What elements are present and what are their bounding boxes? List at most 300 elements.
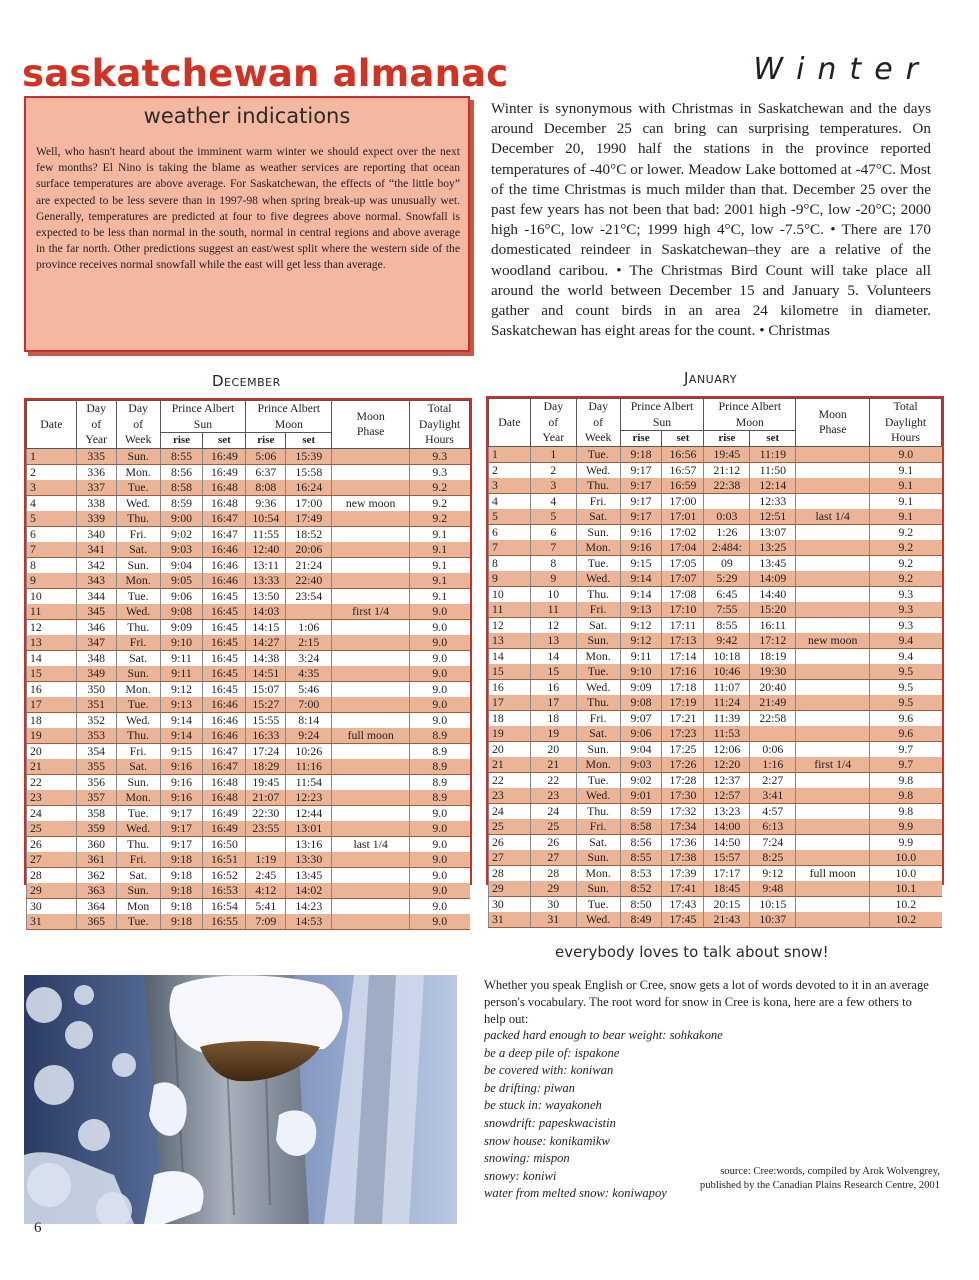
cree-word-item: snow house: konikamikw xyxy=(484,1133,610,1148)
daylight-hours-cell: 9.9 xyxy=(870,834,942,850)
sunset-cell: 17:04 xyxy=(662,540,704,556)
moonset-cell: 18:19 xyxy=(750,648,796,664)
daylight-hours-cell: 8.9 xyxy=(410,759,470,775)
sunrise-cell: 9:14 xyxy=(620,571,662,587)
moonset-cell: 7:00 xyxy=(286,697,332,713)
table-row xyxy=(27,712,470,728)
date-cell: 4 xyxy=(27,495,77,511)
date-cell: 8 xyxy=(489,555,531,571)
day-of-week-cell: Wed. xyxy=(576,571,620,587)
date-cell: 25 xyxy=(489,819,531,835)
day-of-week-cell: Sun. xyxy=(576,633,620,649)
table-row xyxy=(27,697,470,713)
day-of-week-cell: Sat. xyxy=(116,650,160,666)
moon-phase-cell xyxy=(332,557,410,573)
daylight-hours-cell: 9.2 xyxy=(870,571,942,587)
day-of-week-cell: Wed. xyxy=(576,679,620,695)
daylight-hours-cell: 8.9 xyxy=(410,790,470,806)
sun-header xyxy=(620,399,704,431)
sunrise-cell: 9:02 xyxy=(620,772,662,788)
daylight-hours-cell: 9.4 xyxy=(870,633,942,649)
table-row xyxy=(27,914,470,930)
day-of-week-cell: Mon. xyxy=(576,757,620,773)
moon-phase-cell xyxy=(332,526,410,542)
sunrise-cell: 9:18 xyxy=(160,867,203,883)
day-of-year-cell: 7 xyxy=(530,540,576,556)
date-cell: 4 xyxy=(489,493,531,509)
moon-phase-cell xyxy=(796,664,870,680)
moonset-cell: 3:41 xyxy=(750,788,796,804)
moonset-cell: 11:54 xyxy=(286,774,332,790)
daylight-hours-cell: 9.7 xyxy=(870,741,942,757)
moonset-cell: 1:16 xyxy=(750,757,796,773)
table-row xyxy=(489,509,942,525)
date-cell: 29 xyxy=(489,881,531,897)
table-row xyxy=(489,741,942,757)
sunrise-cell: 9:18 xyxy=(160,883,203,899)
sunset-cell: 16:49 xyxy=(203,464,246,480)
daylight-header xyxy=(870,399,942,447)
moon-header xyxy=(704,399,796,431)
day-of-year-cell: 26 xyxy=(530,834,576,850)
sunset-cell: 16:48 xyxy=(203,790,246,806)
table-row xyxy=(27,480,470,496)
day-of-week-cell: Sun. xyxy=(116,774,160,790)
date-cell: 20 xyxy=(27,743,77,759)
day-of-week-header xyxy=(116,401,160,449)
moon-phase-cell xyxy=(332,774,410,790)
moonrise-cell xyxy=(704,493,750,509)
sunset-header: set xyxy=(203,433,246,448)
header-line: Prince Albert xyxy=(718,399,782,414)
moon-phase-cell xyxy=(332,480,410,496)
moonrise-cell: 12:57 xyxy=(704,788,750,804)
sunrise-cell: 9:11 xyxy=(160,650,203,666)
day-of-year-cell: 362 xyxy=(76,867,116,883)
table-row xyxy=(489,524,942,540)
day-of-year-cell: 358 xyxy=(76,805,116,821)
day-of-week-cell: Tue. xyxy=(576,446,620,462)
date-cell: 7 xyxy=(489,540,531,556)
sunrise-cell: 9:11 xyxy=(160,666,203,682)
cree-word-item: be a deep pile of: ispakone xyxy=(484,1045,620,1060)
table-row xyxy=(27,852,470,868)
sunset-cell: 16:52 xyxy=(203,867,246,883)
daylight-hours-cell: 9.2 xyxy=(410,480,470,496)
day-of-year-cell: 364 xyxy=(76,898,116,914)
moonset-cell: 14:02 xyxy=(286,883,332,899)
date-cell: 13 xyxy=(27,635,77,651)
day-of-week-cell: Sat. xyxy=(576,726,620,742)
daylight-hours-cell: 9.0 xyxy=(870,446,942,462)
daylight-hours-cell: 9.0 xyxy=(410,898,470,914)
sunset-cell: 17:02 xyxy=(662,524,704,540)
date-cell: 26 xyxy=(27,836,77,852)
moon-phase-cell xyxy=(332,712,410,728)
date-cell: 22 xyxy=(489,772,531,788)
table-row xyxy=(489,478,942,494)
day-of-week-cell: Thu. xyxy=(576,586,620,602)
sunset-cell: 17:14 xyxy=(662,648,704,664)
moonrise-cell: 14:38 xyxy=(246,650,286,666)
source-credit: source: Cree:words, compiled by Arok Wolvengrey, published by the Canadian Plains Research Centre, 2001 xyxy=(699,1166,940,1191)
daylight-hours-cell: 9.6 xyxy=(870,726,942,742)
sunrise-cell: 9:04 xyxy=(620,741,662,757)
day-of-week-cell: Sat. xyxy=(116,759,160,775)
moonset-cell: 17:00 xyxy=(286,495,332,511)
day-of-year-cell: 365 xyxy=(76,914,116,930)
daylight-hours-cell: 9.3 xyxy=(870,586,942,602)
day-of-year-cell: 352 xyxy=(76,712,116,728)
table-row xyxy=(489,881,942,897)
date-cell: 23 xyxy=(27,790,77,806)
moonset-cell: 22:40 xyxy=(286,573,332,589)
sunset-cell: 16:46 xyxy=(203,697,246,713)
header-line: of xyxy=(91,416,102,431)
sunrise-cell: 9:15 xyxy=(160,743,203,759)
daylight-hours-cell: 9.2 xyxy=(870,540,942,556)
daylight-hours-cell: 9.8 xyxy=(870,788,942,804)
sunset-cell: 16:45 xyxy=(203,604,246,620)
daylight-hours-cell: 9.6 xyxy=(870,710,942,726)
moon-phase-cell xyxy=(796,462,870,478)
date-cell: 24 xyxy=(27,805,77,821)
day-of-year-cell: 2 xyxy=(530,462,576,478)
sunset-cell: 16:45 xyxy=(203,635,246,651)
table-row xyxy=(27,573,470,589)
sunset-cell: 16:48 xyxy=(203,774,246,790)
day-of-year-cell: 339 xyxy=(76,511,116,527)
date-cell: 27 xyxy=(27,852,77,868)
daylight-hours-cell: 8.9 xyxy=(410,774,470,790)
day-of-week-cell: Tue. xyxy=(576,896,620,912)
date-cell: 3 xyxy=(489,478,531,494)
sunrise-cell: 9:02 xyxy=(160,526,203,542)
daylight-hours-cell: 10.1 xyxy=(870,881,942,897)
sunset-cell: 16:47 xyxy=(203,511,246,527)
moonrise-cell: 13:50 xyxy=(246,588,286,604)
sunrise-cell: 8:56 xyxy=(620,834,662,850)
date-cell: 14 xyxy=(489,648,531,664)
day-of-year-cell: 346 xyxy=(76,619,116,635)
sunrise-cell: 8:59 xyxy=(160,495,203,511)
sunrise-cell: 9:09 xyxy=(620,679,662,695)
day-of-week-cell: Tue. xyxy=(116,480,160,496)
day-of-week-cell: Thu. xyxy=(576,695,620,711)
sunset-cell: 17:08 xyxy=(662,586,704,602)
sunset-cell: 16:57 xyxy=(662,462,704,478)
day-of-year-cell: 335 xyxy=(76,448,116,464)
table-row xyxy=(489,850,942,866)
moonrise-cell xyxy=(246,836,286,852)
moonrise-cell: 23:55 xyxy=(246,821,286,837)
sunset-cell: 16:46 xyxy=(203,557,246,573)
day-of-week-cell: Wed. xyxy=(576,912,620,928)
table-row xyxy=(27,448,470,464)
day-of-week-cell: Tue. xyxy=(116,914,160,930)
sunset-cell: 16:56 xyxy=(662,446,704,462)
moon-header xyxy=(246,401,332,433)
header-line: Total xyxy=(427,401,452,415)
day-of-week-cell: Thu. xyxy=(116,511,160,527)
day-of-week-cell: Fri. xyxy=(576,710,620,726)
sunrise-cell: 9:16 xyxy=(160,790,203,806)
table-row xyxy=(489,540,942,556)
date-cell: 22 xyxy=(27,774,77,790)
header-line: Hours xyxy=(891,430,920,444)
day-of-year-cell: 14 xyxy=(530,648,576,664)
day-of-year-cell: 353 xyxy=(76,728,116,744)
sunrise-cell: 9:12 xyxy=(160,681,203,697)
sunrise-cell: 8:59 xyxy=(620,803,662,819)
moonrise-cell: 16:33 xyxy=(246,728,286,744)
moonrise-cell: 14:51 xyxy=(246,666,286,682)
date-cell: 21 xyxy=(27,759,77,775)
day-of-week-cell: Sun. xyxy=(576,741,620,757)
day-of-year-cell: 21 xyxy=(530,757,576,773)
table-row xyxy=(27,728,470,744)
day-of-week-cell: Mon. xyxy=(116,464,160,480)
daylight-hours-cell: 10.0 xyxy=(870,865,942,881)
moonrise-cell: 5:41 xyxy=(246,898,286,914)
moonset-cell: 8:14 xyxy=(286,712,332,728)
daylight-hours-cell: 9.7 xyxy=(870,757,942,773)
day-of-week-cell: Sun. xyxy=(116,448,160,464)
daylight-hours-cell: 9.3 xyxy=(410,448,470,464)
day-of-week-cell: Mon. xyxy=(116,790,160,806)
moonset-cell: 4:35 xyxy=(286,666,332,682)
day-of-year-cell: 13 xyxy=(530,633,576,649)
sunrise-header: rise xyxy=(160,433,203,448)
day-of-week-cell: Tue. xyxy=(576,664,620,680)
sunset-cell: 16:48 xyxy=(203,480,246,496)
daylight-hours-cell: 9.1 xyxy=(410,573,470,589)
cree-word-item: snowy: koniwi xyxy=(484,1168,557,1183)
date-cell: 30 xyxy=(489,896,531,912)
sunset-cell: 16:54 xyxy=(203,898,246,914)
date-cell: 7 xyxy=(27,542,77,558)
daylight-hours-cell: 8.9 xyxy=(410,743,470,759)
moonrise-cell: 14:27 xyxy=(246,635,286,651)
moonset-cell: 14:09 xyxy=(750,571,796,587)
day-of-week-cell: Mon. xyxy=(576,865,620,881)
table-row xyxy=(489,819,942,835)
moon-phase-cell xyxy=(796,819,870,835)
date-cell: 31 xyxy=(27,914,77,930)
date-cell: 16 xyxy=(27,681,77,697)
moonset-cell xyxy=(750,726,796,742)
moonrise-cell: 11:55 xyxy=(246,526,286,542)
day-of-year-cell: 19 xyxy=(530,726,576,742)
moon-phase-cell: last 1/4 xyxy=(332,836,410,852)
day-of-week-cell: Fri. xyxy=(116,743,160,759)
daylight-hours-cell: 9.3 xyxy=(870,602,942,618)
day-of-year-cell: 11 xyxy=(530,602,576,618)
table-row xyxy=(27,790,470,806)
moonrise-cell: 20:15 xyxy=(704,896,750,912)
header-line: of xyxy=(593,414,604,429)
moonrise-header: rise xyxy=(704,431,750,446)
date-cell: 1 xyxy=(27,448,77,464)
daylight-hours-cell: 9.0 xyxy=(410,619,470,635)
moonrise-cell: 11:39 xyxy=(704,710,750,726)
date-cell: 21 xyxy=(489,757,531,773)
moon-phase-cell xyxy=(796,695,870,711)
table-row xyxy=(27,650,470,666)
date-cell: 12 xyxy=(27,619,77,635)
table-row xyxy=(489,446,942,462)
day-of-week-cell: Sun. xyxy=(576,881,620,897)
daylight-hours-cell: 9.5 xyxy=(870,664,942,680)
day-of-week-cell: Sun. xyxy=(576,524,620,540)
moonrise-cell: 5:29 xyxy=(704,571,750,587)
date-cell: 2 xyxy=(27,464,77,480)
header-line: Daylight xyxy=(884,414,927,429)
snow-section-heading: everybody loves to talk about snow! xyxy=(555,943,829,961)
header-line: Moon xyxy=(735,414,764,429)
day-of-week-cell: Mon. xyxy=(576,648,620,664)
december-almanac-table xyxy=(26,400,470,930)
date-cell: 9 xyxy=(27,573,77,589)
moonrise-cell: 18:45 xyxy=(704,881,750,897)
moonset-cell: 13:45 xyxy=(286,867,332,883)
weather-box-title: weather indications xyxy=(143,104,351,128)
sunrise-cell: 9:17 xyxy=(160,836,203,852)
moon-phase-cell xyxy=(332,743,410,759)
moonset-cell: 18:52 xyxy=(286,526,332,542)
moon-phase-cell xyxy=(796,679,870,695)
moon-phase-cell xyxy=(332,821,410,837)
sunset-cell: 17:00 xyxy=(662,493,704,509)
date-cell: 24 xyxy=(489,803,531,819)
table-row xyxy=(489,586,942,602)
moonrise-header: rise xyxy=(246,433,286,448)
sunset-cell: 17:30 xyxy=(662,788,704,804)
table-row xyxy=(27,511,470,527)
sunset-cell: 16:45 xyxy=(203,650,246,666)
moonset-cell: 13:07 xyxy=(750,524,796,540)
table-row xyxy=(489,617,942,633)
moonset-cell: 16:24 xyxy=(286,480,332,496)
date-cell: 2 xyxy=(489,462,531,478)
moon-phase-cell xyxy=(332,681,410,697)
moonset-cell: 0:06 xyxy=(750,741,796,757)
table-row xyxy=(27,542,470,558)
moon-phase-cell xyxy=(332,666,410,682)
moonrise-cell: 14:00 xyxy=(704,819,750,835)
table-row xyxy=(489,664,942,680)
header-line: Sun xyxy=(652,414,672,429)
sun-header xyxy=(160,401,246,433)
day-of-week-cell: Mon. xyxy=(116,573,160,589)
date-cell: 26 xyxy=(489,834,531,850)
table-row xyxy=(489,912,942,928)
date-cell: 16 xyxy=(489,679,531,695)
sunrise-cell: 9:18 xyxy=(160,852,203,868)
moonrise-cell: 1:19 xyxy=(246,852,286,868)
day-of-year-cell: 359 xyxy=(76,821,116,837)
day-of-week-cell: Thu. xyxy=(116,619,160,635)
header-line: of xyxy=(133,416,144,431)
daylight-hours-cell: 9.5 xyxy=(870,695,942,711)
table-row xyxy=(27,836,470,852)
moonrise-cell: 15:07 xyxy=(246,681,286,697)
sunrise-cell: 8:50 xyxy=(620,896,662,912)
day-of-year-cell: 357 xyxy=(76,790,116,806)
sunrise-cell: 9:03 xyxy=(160,542,203,558)
daylight-hours-cell: 9.5 xyxy=(870,679,942,695)
moonset-cell: 4:57 xyxy=(750,803,796,819)
day-of-year-cell: 361 xyxy=(76,852,116,868)
sunset-cell: 17:19 xyxy=(662,695,704,711)
moon-phase-cell xyxy=(332,619,410,635)
table-row xyxy=(27,805,470,821)
moon-phase-cell: new moon xyxy=(796,633,870,649)
table-row xyxy=(27,526,470,542)
moonrise-cell: 22:38 xyxy=(704,478,750,494)
snow-intro-text: Whether you speak English or Cree, snow gets a lot of words devoted to it in an average person's vocabulary. The root word for snow in Cree is kona, here are a few others to help out: xyxy=(484,978,929,1026)
sunset-cell: 16:59 xyxy=(662,478,704,494)
moon-phase-cell xyxy=(796,571,870,587)
day-of-week-cell: Thu. xyxy=(116,836,160,852)
moonset-cell: 15:20 xyxy=(750,602,796,618)
daylight-hours-cell: 9.1 xyxy=(410,588,470,604)
day-of-week-cell: Wed. xyxy=(576,788,620,804)
sunrise-cell: 9:17 xyxy=(620,478,662,494)
daylight-hours-cell: 9.1 xyxy=(410,557,470,573)
daylight-hours-cell: 9.0 xyxy=(410,697,470,713)
day-of-year-cell: 342 xyxy=(76,557,116,573)
photo-illustration xyxy=(24,975,457,1224)
daylight-hours-cell: 9.0 xyxy=(410,604,470,620)
day-of-week-cell: Tue. xyxy=(116,805,160,821)
sunset-cell: 17:11 xyxy=(662,617,704,633)
day-of-week-cell: Tue. xyxy=(116,697,160,713)
date-cell: 3 xyxy=(27,480,77,496)
sunset-cell: 17:10 xyxy=(662,602,704,618)
sunrise-cell: 9:17 xyxy=(160,805,203,821)
moonset-cell: 20:06 xyxy=(286,542,332,558)
day-of-year-cell: 24 xyxy=(530,803,576,819)
table-row xyxy=(489,555,942,571)
day-of-year-cell: 355 xyxy=(76,759,116,775)
date-header xyxy=(27,401,77,449)
moon-phase-cell xyxy=(796,850,870,866)
weather-box-text: Well, who hasn't heard about the imminent warm winter we should expect over the next few months? El Nino is taking the blame as weather services are reporting that ocean surface temperatures are above average. For Saskatchewan, the effects of “the little boy” are expected to be less severe than in 1997-98 when spring break-up was unusually wet. Generally, temperatures are predicted at four to five degrees above normal. Snowfall is expected to be less than normal in the south, normal in central regions and above average in the far north. Other predictions suggest an east/west split where the western side of the province receives normal snowfall while the east will get less than average. xyxy=(36,145,460,272)
moonrise-cell: 12:37 xyxy=(704,772,750,788)
sunset-cell: 17:18 xyxy=(662,679,704,695)
moonset-cell: 13:45 xyxy=(750,555,796,571)
header-line: Day xyxy=(588,399,608,413)
moon-phase-header xyxy=(796,399,870,447)
moonrise-cell: 8:55 xyxy=(704,617,750,633)
moonrise-cell: 11:24 xyxy=(704,695,750,711)
moonrise-cell: 22:30 xyxy=(246,805,286,821)
day-of-year-cell: 6 xyxy=(530,524,576,540)
moonrise-cell: 6:45 xyxy=(704,586,750,602)
moonset-cell: 10:15 xyxy=(750,896,796,912)
day-of-week-cell: Sat. xyxy=(576,617,620,633)
sunrise-cell: 9:12 xyxy=(620,633,662,649)
sunset-cell: 16:55 xyxy=(203,914,246,930)
moon-phase-cell xyxy=(332,852,410,868)
header-line: Day xyxy=(86,401,107,415)
date-cell: 31 xyxy=(489,912,531,928)
moonrise-cell: 15:27 xyxy=(246,697,286,713)
sunrise-cell: 9:06 xyxy=(160,588,203,604)
moonset-cell: 14:23 xyxy=(286,898,332,914)
sunset-cell: 17:26 xyxy=(662,757,704,773)
